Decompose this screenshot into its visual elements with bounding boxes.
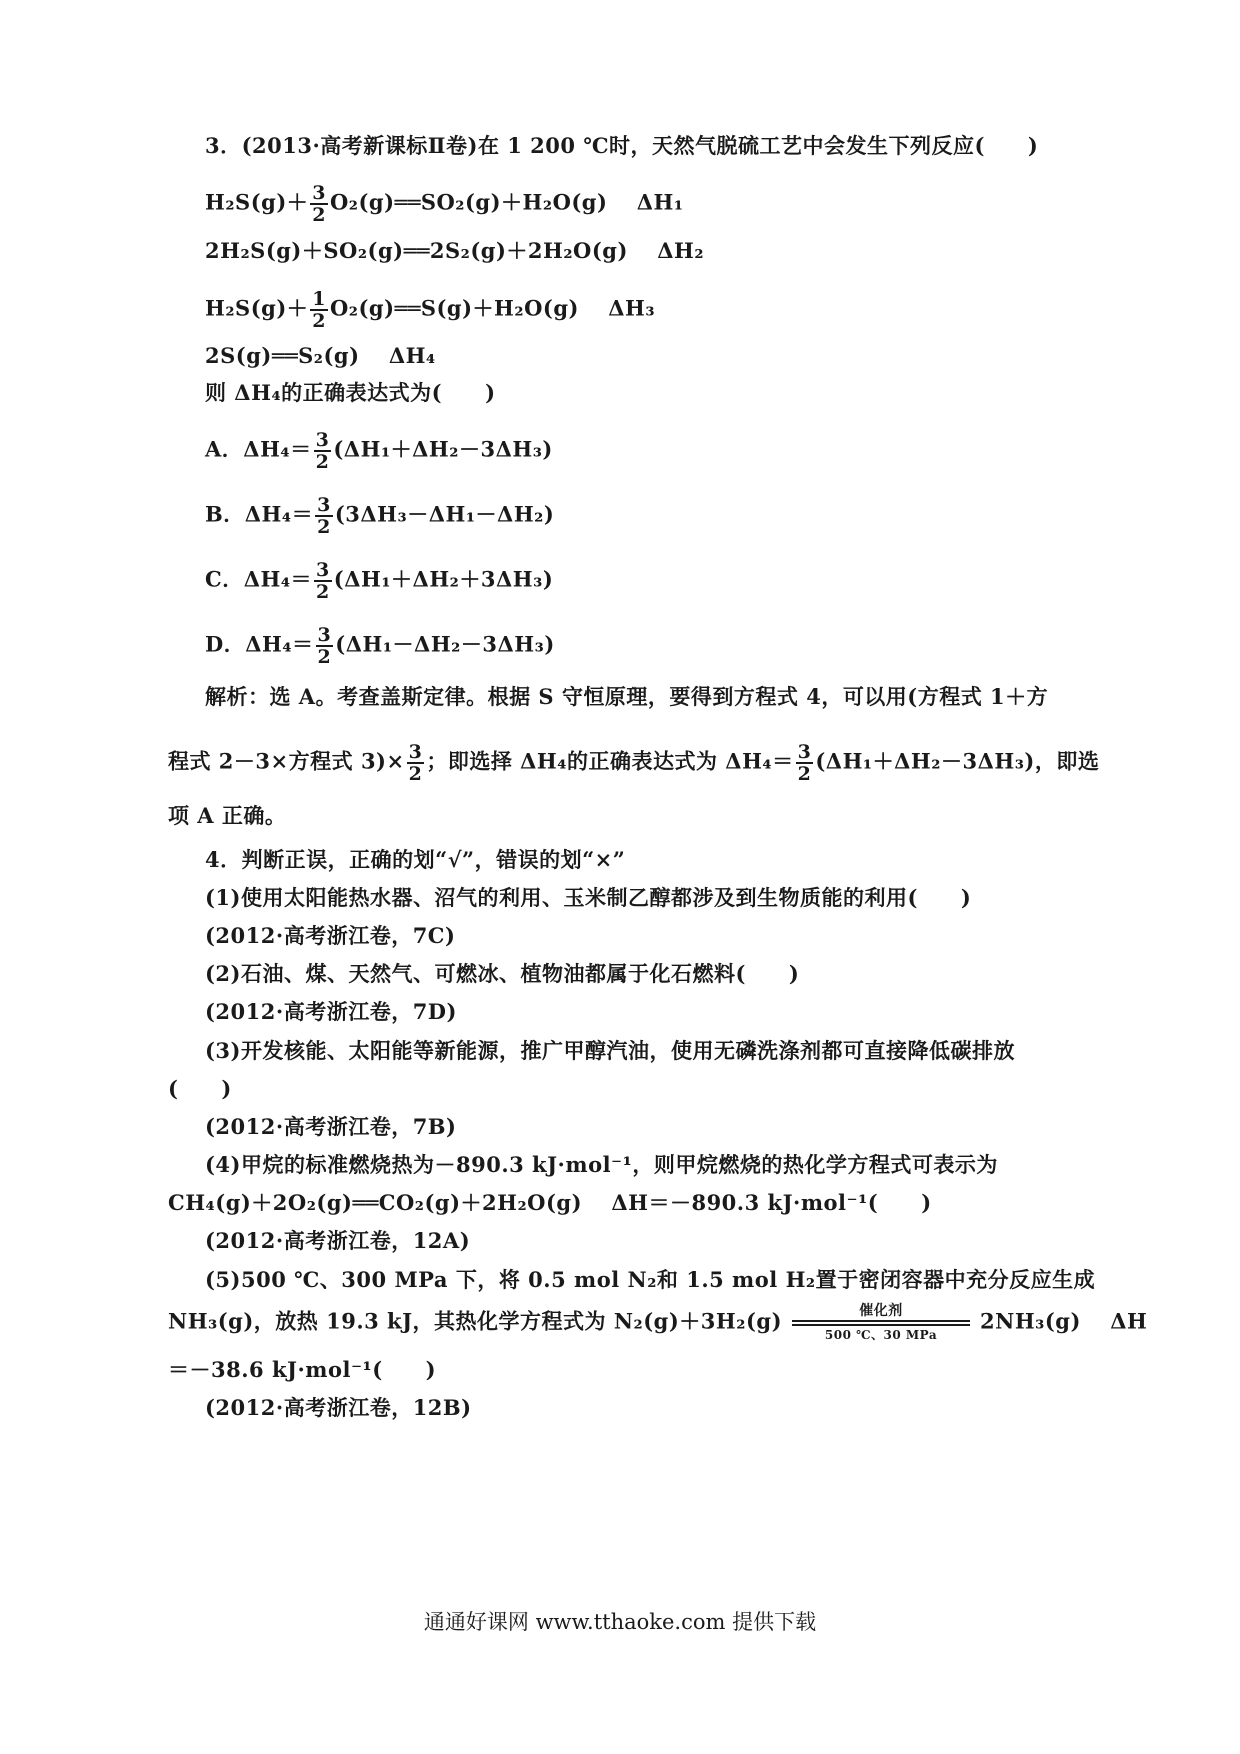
q4-source-1: (2012·高考浙江卷，7C) <box>205 923 456 948</box>
analysis-line-1: 解析：选 A。考查盖斯定律。根据 S 守恒原理，要得到方程式 4，可以用(方程式 1＋方 <box>205 684 1049 709</box>
option-c: C．ΔH₄＝ $\frac{3}{2}$ (ΔH₁＋ΔH₂＋3ΔH₃) <box>205 559 554 603</box>
analysis-line-3: 项 A 正确。 <box>168 803 287 828</box>
fraction: $\frac{3}{2}$ <box>317 494 331 538</box>
fraction: $\frac{3}{2}$ <box>316 559 330 603</box>
equation-2: 2H₂S(g)＋SO₂(g)══2S₂(g)＋2H₂O(g) ΔH₂ <box>205 238 705 263</box>
q4-item-3: (3)开发核能、太阳能等新能源，推广甲醇汽油，使用无磷洗涤剂都可直接降低碳排放 <box>205 1038 1015 1063</box>
option-a: A．ΔH₄＝ $\frac{3}{2}$ (ΔH₁＋ΔH₂－3ΔH₃) <box>205 429 553 473</box>
fraction: $\frac{3}{2}$ <box>315 429 330 473</box>
fraction: $\frac{3}{2}$ <box>312 182 326 226</box>
q4-item-1: (1)使用太阳能热水器、沼气的利用、玉米制乙醇都涉及到生物质能的利用( ) <box>205 885 972 910</box>
q4-item-3-cont: ( ) <box>168 1076 232 1101</box>
q4-source-5: (2012·高考浙江卷，12B) <box>205 1395 472 1420</box>
q3-ask: 则 ΔH₄的正确表达式为( ) <box>205 380 496 405</box>
q4-stem: 4．判断正误，正确的划“√”，错误的划“×” <box>205 847 626 872</box>
reaction-condition-arrow: 催化剂 500 ℃、30 MPa <box>792 1304 970 1342</box>
q4-source-4: (2012·高考浙江卷，12A) <box>205 1228 471 1253</box>
analysis-line-2: 程式 2－3×方程式 3)× $\frac{3}{2}$ ；即选择 ΔH₄的正确表达式为 ΔH₄＝ $\frac{3}{2}$ (ΔH₁＋ΔH₂－3ΔH₃)，即选 <box>168 741 1100 785</box>
fraction: $\frac{3}{2}$ <box>317 624 332 668</box>
fraction: $\frac{3}{2}$ <box>797 741 812 785</box>
q4-source-3: (2012·高考浙江卷，7B) <box>205 1114 457 1139</box>
fraction: $\frac{3}{2}$ <box>408 741 423 785</box>
fraction: $\frac{1}{2}$ <box>312 288 326 332</box>
page-footer: 通通好课网 www.tthaoke.com 提供下载 <box>423 1610 817 1634</box>
equation-3: H₂S(g)＋ $\frac{1}{2}$ O₂(g)══S(g)＋H₂O(g) ΔH₃ <box>205 288 656 332</box>
option-d: D．ΔH₄＝ $\frac{3}{2}$ (ΔH₁－ΔH₂－3ΔH₃) <box>205 624 555 668</box>
q4-item-4: (4)甲烷的标准燃烧热为－890.3 kJ·mol⁻¹，则甲烷燃烧的热化学方程式可表示为 <box>205 1152 998 1177</box>
q4-item-2: (2)石油、煤、天然气、可燃冰、植物油都属于化石燃料( ) <box>205 961 800 986</box>
equation-4: 2S(g)══S₂(g) ΔH₄ <box>205 343 436 368</box>
q4-item-5-cont: NH₃(g)，放热 19.3 kJ，其热化学方程式为 N₂(g)＋3H₂(g) 催化剂 500 ℃、30 MPa 2NH₃(g) ΔH <box>168 1303 1148 1342</box>
q4-item-4-cont: CH₄(g)＋2O₂(g)══CO₂(g)＋2H₂O(g) ΔH＝－890.3 kJ·mol⁻¹( ) <box>168 1190 932 1215</box>
q4-source-2: (2012·高考浙江卷，7D) <box>205 999 457 1024</box>
option-b: B．ΔH₄＝ $\frac{3}{2}$ (3ΔH₃－ΔH₁－ΔH₂) <box>205 494 555 538</box>
q4-item-5: (5)500 ℃、300 MPa 下，将 0.5 mol N₂和 1.5 mol H₂置于密闭容器中充分反应生成 <box>205 1267 1096 1292</box>
q4-item-5-cont-2: ＝－38.6 kJ·mol⁻¹( ) <box>168 1357 437 1382</box>
q3-stem: 3．(2013·高考新课标Ⅱ卷)在 1 200 ℃时，天然气脱硫工艺中会发生下列反应( ) <box>205 133 1039 158</box>
equation-1: H₂S(g)＋ $\frac{3}{2}$ O₂(g)══SO₂(g)＋H₂O(g) ΔH₁ <box>205 182 684 226</box>
